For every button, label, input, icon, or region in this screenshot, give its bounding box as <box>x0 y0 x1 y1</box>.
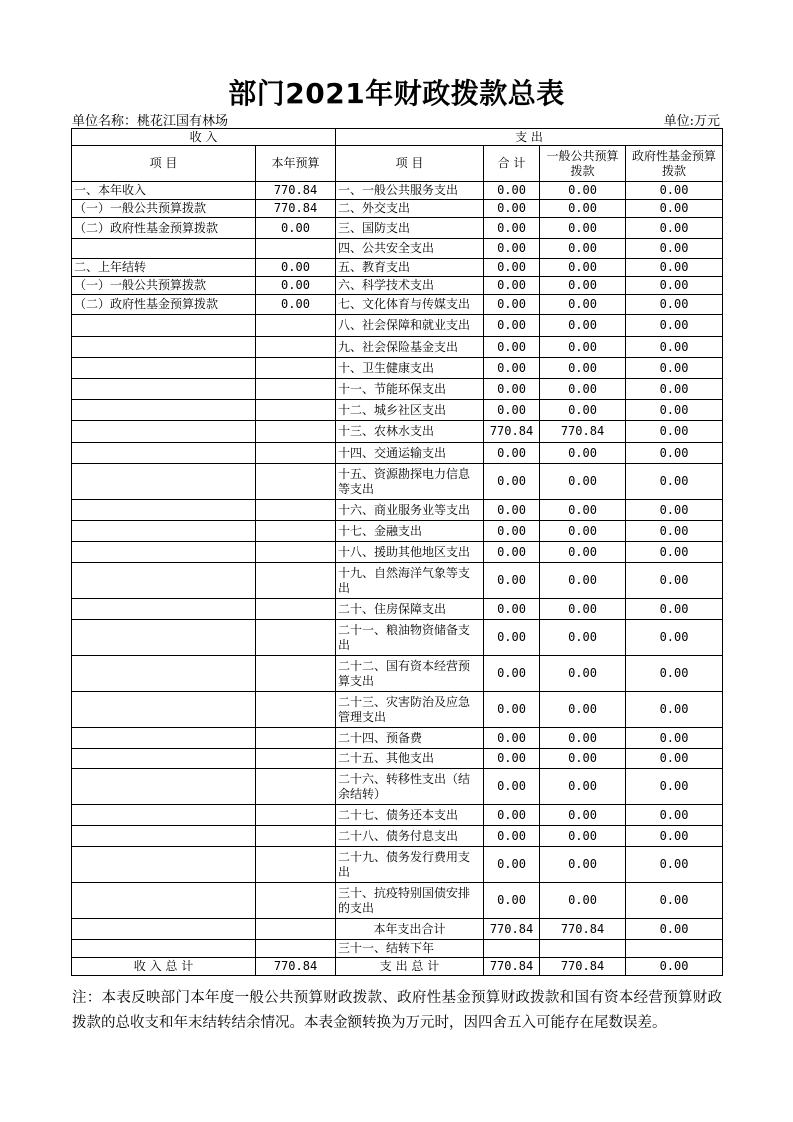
table-row <box>72 259 723 277</box>
income-item-cell: 二、上年结转 <box>72 259 256 277</box>
income-budget-cell <box>256 769 336 805</box>
income-total-label: 收 入 总 计 <box>72 958 256 976</box>
expense-item-cell: 六、科学技术支出 <box>336 277 484 295</box>
general-budget-cell: 0.00 <box>540 599 626 620</box>
income-budget-cell: 0.00 <box>256 295 336 315</box>
table-row <box>72 883 723 919</box>
expense-item-cell: 三十、抗疫特别国债安排的支出 <box>336 883 484 919</box>
income-budget-cell <box>256 400 336 421</box>
total-cell: 0.00 <box>484 620 540 656</box>
expense-item-cell: 三、国防支出 <box>336 218 484 239</box>
income-budget-cell <box>256 379 336 400</box>
income-item-cell <box>72 443 256 464</box>
fund-budget-cell: 0.00 <box>626 728 723 749</box>
total-cell: 0.00 <box>484 182 540 200</box>
table-row <box>72 315 723 337</box>
expense-item-cell: 十六、商业服务业等支出 <box>336 500 484 521</box>
general-budget-cell: 0.00 <box>540 400 626 421</box>
fund-budget-cell: 0.00 <box>626 542 723 563</box>
income-budget-cell <box>256 563 336 599</box>
general-budget-cell: 0.00 <box>540 200 626 218</box>
total-cell: 0.00 <box>484 443 540 464</box>
total-cell: 0.00 <box>484 295 540 315</box>
fund-budget-cell: 0.00 <box>626 400 723 421</box>
total-cell: 0.00 <box>484 728 540 749</box>
footnote: 注：本表反映部门本年度一般公共预算财政拨款、政府性基金预算财政拨款和国有资本经营预算财政拨款的总收支和年末结转结余情况。本表金额转换为万元时，因四舍五入可能存在尾数误差。 <box>72 990 722 1031</box>
fund-budget-cell: 0.00 <box>626 200 723 218</box>
table-row <box>72 542 723 563</box>
total-cell: 0.00 <box>484 656 540 692</box>
general-budget-cell: 0.00 <box>540 847 626 883</box>
income-budget-cell <box>256 358 336 379</box>
unit-label: 单位:万元 <box>663 114 720 129</box>
income-item-cell: （一）一般公共预算拨款 <box>72 200 256 218</box>
expense-item-cell: 二十四、预备费 <box>336 728 484 749</box>
fund-budget-cell: 0.00 <box>626 620 723 656</box>
income-item-cell <box>72 239 256 259</box>
unit-name: 单位名称：桃花江国有林场 <box>72 114 229 129</box>
income-budget-cell <box>256 940 336 958</box>
fund-budget-cell: 0.00 <box>626 919 723 940</box>
table-row <box>72 805 723 826</box>
income-item-cell <box>72 919 256 940</box>
total-cell <box>484 940 540 958</box>
income-budget-cell <box>256 692 336 728</box>
income-budget-cell: 0.00 <box>256 259 336 277</box>
general-budget-cell: 0.00 <box>540 656 626 692</box>
general-budget-cell: 0.00 <box>540 620 626 656</box>
general-budget-cell: 0.00 <box>540 769 626 805</box>
general-budget-cell: 0.00 <box>540 218 626 239</box>
income-item-cell <box>72 940 256 958</box>
expense-item-cell: 五、教育支出 <box>336 259 484 277</box>
income-header: 收 入 <box>72 129 336 146</box>
general-budget-header: 一般公共预算拨款 <box>540 146 626 182</box>
expense-item-cell: 二十三、灾害防治及应急管理支出 <box>336 692 484 728</box>
general-budget-cell: 0.00 <box>540 315 626 337</box>
income-item-cell <box>72 847 256 883</box>
table-row <box>72 464 723 500</box>
total-cell: 0.00 <box>484 847 540 883</box>
table-row <box>72 847 723 883</box>
total-cell: 0.00 <box>484 379 540 400</box>
income-item-cell: 一、本年收入 <box>72 182 256 200</box>
fund-budget-cell: 0.00 <box>626 259 723 277</box>
expense-item-cell: 四、公共安全支出 <box>336 239 484 259</box>
expense-header: 支 出 <box>336 129 723 146</box>
total-cell: 0.00 <box>484 599 540 620</box>
budget-table <box>71 128 723 976</box>
income-budget-cell <box>256 337 336 358</box>
income-budget-header: 本年预算 <box>256 146 336 182</box>
income-item-cell <box>72 620 256 656</box>
table-row <box>72 620 723 656</box>
expense-item-cell: 一、一般公共服务支出 <box>336 182 484 200</box>
table-row <box>72 826 723 847</box>
total-cell: 0.00 <box>484 200 540 218</box>
fund-budget-cell: 0.00 <box>626 337 723 358</box>
general-budget-cell: 0.00 <box>540 500 626 521</box>
expense-item-cell: 十八、援助其他地区支出 <box>336 542 484 563</box>
general-budget-cell: 770.84 <box>540 421 626 443</box>
fund-budget-cell: 0.00 <box>626 692 723 728</box>
expense-item-cell: 九、社会保险基金支出 <box>336 337 484 358</box>
income-budget-cell <box>256 847 336 883</box>
header-row-top <box>72 129 723 146</box>
fund-budget-cell: 0.00 <box>626 826 723 847</box>
expense-item-cell: 二十二、国有资本经营预算支出 <box>336 656 484 692</box>
fund-budget-cell: 0.00 <box>626 500 723 521</box>
income-budget-cell <box>256 542 336 563</box>
table-row <box>72 200 723 218</box>
income-item-cell <box>72 692 256 728</box>
general-budget-cell: 0.00 <box>540 563 626 599</box>
income-budget-cell <box>256 749 336 769</box>
fund-budget-cell: 0.00 <box>626 464 723 500</box>
income-item-cell <box>72 805 256 826</box>
total-cell: 0.00 <box>484 337 540 358</box>
total-cell: 0.00 <box>484 521 540 542</box>
page-title: 部门2021年财政拨款总表 <box>228 77 565 110</box>
total-cell: 0.00 <box>484 400 540 421</box>
income-item-cell <box>72 542 256 563</box>
table-row <box>72 500 723 521</box>
expense-item-cell: 十三、农林水支出 <box>336 421 484 443</box>
income-budget-cell: 770.84 <box>256 200 336 218</box>
income-item-cell <box>72 500 256 521</box>
header-row-columns <box>72 146 723 182</box>
fund-budget-cell: 0.00 <box>626 563 723 599</box>
table-row <box>72 182 723 200</box>
income-item-cell <box>72 464 256 500</box>
income-budget-cell <box>256 919 336 940</box>
income-item-cell <box>72 337 256 358</box>
income-budget-cell <box>256 239 336 259</box>
general-budget-cell: 0.00 <box>540 182 626 200</box>
fund-budget-cell: 0.00 <box>626 883 723 919</box>
table-row <box>72 769 723 805</box>
general-budget-cell: 0.00 <box>540 826 626 847</box>
income-item-cell <box>72 358 256 379</box>
income-item-cell: （二）政府性基金预算拨款 <box>72 218 256 239</box>
expense-item-cell: 二、外交支出 <box>336 200 484 218</box>
general-budget-cell: 0.00 <box>540 239 626 259</box>
income-budget-cell: 770.84 <box>256 182 336 200</box>
expense-item-cell: 二十六、转移性支出（结余结转） <box>336 769 484 805</box>
general-budget-cell: 0.00 <box>540 805 626 826</box>
income-total-value: 770.84 <box>256 958 336 976</box>
total-cell: 0.00 <box>484 464 540 500</box>
total-cell: 770.84 <box>484 919 540 940</box>
fund-budget-cell: 0.00 <box>626 182 723 200</box>
table-row <box>72 443 723 464</box>
income-budget-cell: 0.00 <box>256 218 336 239</box>
fund-budget-cell: 0.00 <box>626 599 723 620</box>
income-budget-cell <box>256 805 336 826</box>
general-budget-cell: 0.00 <box>540 728 626 749</box>
total-cell: 0.00 <box>484 239 540 259</box>
expense-item-cell: 三十一、结转下年 <box>336 940 484 958</box>
total-header: 合 计 <box>484 146 540 182</box>
income-budget-cell <box>256 443 336 464</box>
general-budget-cell: 0.00 <box>540 883 626 919</box>
general-budget-cell: 0.00 <box>540 379 626 400</box>
income-item-cell <box>72 769 256 805</box>
expense-item-cell: 十九、自然海洋气象等支出 <box>336 563 484 599</box>
expense-item-cell: 十二、城乡社区支出 <box>336 400 484 421</box>
expense-item-cell: 二十八、债务付息支出 <box>336 826 484 847</box>
expense-item-cell: 八、社会保障和就业支出 <box>336 315 484 337</box>
general-budget-cell: 0.00 <box>540 277 626 295</box>
total-cell: 0.00 <box>484 218 540 239</box>
table-row <box>72 521 723 542</box>
expense-general-total: 770.84 <box>540 958 626 976</box>
total-cell: 0.00 <box>484 769 540 805</box>
fund-budget-cell: 0.00 <box>626 315 723 337</box>
total-cell: 0.00 <box>484 315 540 337</box>
general-budget-cell: 0.00 <box>540 358 626 379</box>
table-row <box>72 749 723 769</box>
expense-total-value: 770.84 <box>484 958 540 976</box>
general-budget-cell <box>540 940 626 958</box>
table-row <box>72 728 723 749</box>
total-cell: 0.00 <box>484 883 540 919</box>
total-cell: 0.00 <box>484 358 540 379</box>
income-budget-cell <box>256 315 336 337</box>
expense-item-cell: 七、文化体育与传媒支出 <box>336 295 484 315</box>
expense-total-label: 支 出 总 计 <box>336 958 484 976</box>
income-item-header: 项 目 <box>72 146 256 182</box>
table-row <box>72 379 723 400</box>
total-cell: 0.00 <box>484 259 540 277</box>
total-cell: 0.00 <box>484 563 540 599</box>
expense-item-cell: 十七、金融支出 <box>336 521 484 542</box>
general-budget-cell: 0.00 <box>540 443 626 464</box>
fund-budget-cell: 0.00 <box>626 358 723 379</box>
income-item-cell <box>72 883 256 919</box>
table-row <box>72 277 723 295</box>
expense-item-cell: 十四、交通运输支出 <box>336 443 484 464</box>
table-row <box>72 358 723 379</box>
income-budget-cell <box>256 464 336 500</box>
expense-item-header: 项 目 <box>336 146 484 182</box>
general-budget-cell: 0.00 <box>540 521 626 542</box>
expense-item-cell: 二十、住房保障支出 <box>336 599 484 620</box>
fund-budget-header: 政府性基金预算拨款 <box>626 146 723 182</box>
income-item-cell: （一）一般公共预算拨款 <box>72 277 256 295</box>
total-cell: 0.00 <box>484 692 540 728</box>
income-budget-cell <box>256 728 336 749</box>
table-row <box>72 656 723 692</box>
general-budget-cell: 0.00 <box>540 295 626 315</box>
total-cell: 0.00 <box>484 542 540 563</box>
income-item-cell <box>72 826 256 847</box>
general-budget-cell: 0.00 <box>540 464 626 500</box>
total-cell: 0.00 <box>484 749 540 769</box>
income-budget-cell <box>256 500 336 521</box>
income-item-cell <box>72 599 256 620</box>
general-budget-cell: 0.00 <box>540 542 626 563</box>
general-budget-cell: 0.00 <box>540 692 626 728</box>
general-budget-cell: 770.84 <box>540 919 626 940</box>
income-item-cell <box>72 379 256 400</box>
fund-budget-cell: 0.00 <box>626 379 723 400</box>
fund-budget-cell: 0.00 <box>626 421 723 443</box>
table-row <box>72 421 723 443</box>
expense-item-cell: 本年支出合计 <box>336 919 484 940</box>
income-budget-cell <box>256 656 336 692</box>
fund-budget-cell: 0.00 <box>626 847 723 883</box>
grand-total-row <box>72 958 723 976</box>
fund-budget-cell: 0.00 <box>626 749 723 769</box>
income-item-cell <box>72 521 256 542</box>
total-cell: 770.84 <box>484 421 540 443</box>
fund-budget-cell: 0.00 <box>626 277 723 295</box>
expense-item-cell: 二十七、债务还本支出 <box>336 805 484 826</box>
fund-budget-cell: 0.00 <box>626 443 723 464</box>
income-budget-cell <box>256 620 336 656</box>
income-budget-cell <box>256 521 336 542</box>
expense-item-cell: 二十九、债务发行费用支出 <box>336 847 484 883</box>
income-budget-cell: 0.00 <box>256 277 336 295</box>
income-budget-cell <box>256 599 336 620</box>
table-row <box>72 337 723 358</box>
expense-item-cell: 十一、节能环保支出 <box>336 379 484 400</box>
income-item-cell <box>72 400 256 421</box>
fund-budget-cell: 0.00 <box>626 218 723 239</box>
income-item-cell <box>72 656 256 692</box>
fund-budget-cell <box>626 940 723 958</box>
expense-item-cell: 二十一、粮油物资储备支出 <box>336 620 484 656</box>
income-item-cell <box>72 749 256 769</box>
expense-item-cell: 二十五、其他支出 <box>336 749 484 769</box>
table-row <box>72 919 723 940</box>
total-cell: 0.00 <box>484 826 540 847</box>
general-budget-cell: 0.00 <box>540 337 626 358</box>
fund-budget-cell: 0.00 <box>626 521 723 542</box>
table-row <box>72 940 723 958</box>
table-row <box>72 599 723 620</box>
fund-budget-cell: 0.00 <box>626 769 723 805</box>
table-row <box>72 563 723 599</box>
fund-budget-cell: 0.00 <box>626 656 723 692</box>
table-row <box>72 218 723 239</box>
income-budget-cell <box>256 883 336 919</box>
income-item-cell <box>72 421 256 443</box>
fund-budget-cell: 0.00 <box>626 805 723 826</box>
income-item-cell <box>72 728 256 749</box>
expense-item-cell: 十、卫生健康支出 <box>336 358 484 379</box>
income-item-cell: （二）政府性基金预算拨款 <box>72 295 256 315</box>
table-row <box>72 239 723 259</box>
expense-item-cell: 十五、资源勘探电力信息等支出 <box>336 464 484 500</box>
table-row <box>72 400 723 421</box>
table-row <box>72 692 723 728</box>
expense-fund-total: 0.00 <box>626 958 723 976</box>
total-cell: 0.00 <box>484 500 540 521</box>
income-budget-cell <box>256 826 336 847</box>
general-budget-cell: 0.00 <box>540 749 626 769</box>
income-item-cell <box>72 563 256 599</box>
fund-budget-cell: 0.00 <box>626 295 723 315</box>
table-row <box>72 295 723 315</box>
total-cell: 0.00 <box>484 805 540 826</box>
income-item-cell <box>72 315 256 337</box>
fund-budget-cell: 0.00 <box>626 239 723 259</box>
income-budget-cell <box>256 421 336 443</box>
general-budget-cell: 0.00 <box>540 259 626 277</box>
total-cell: 0.00 <box>484 277 540 295</box>
